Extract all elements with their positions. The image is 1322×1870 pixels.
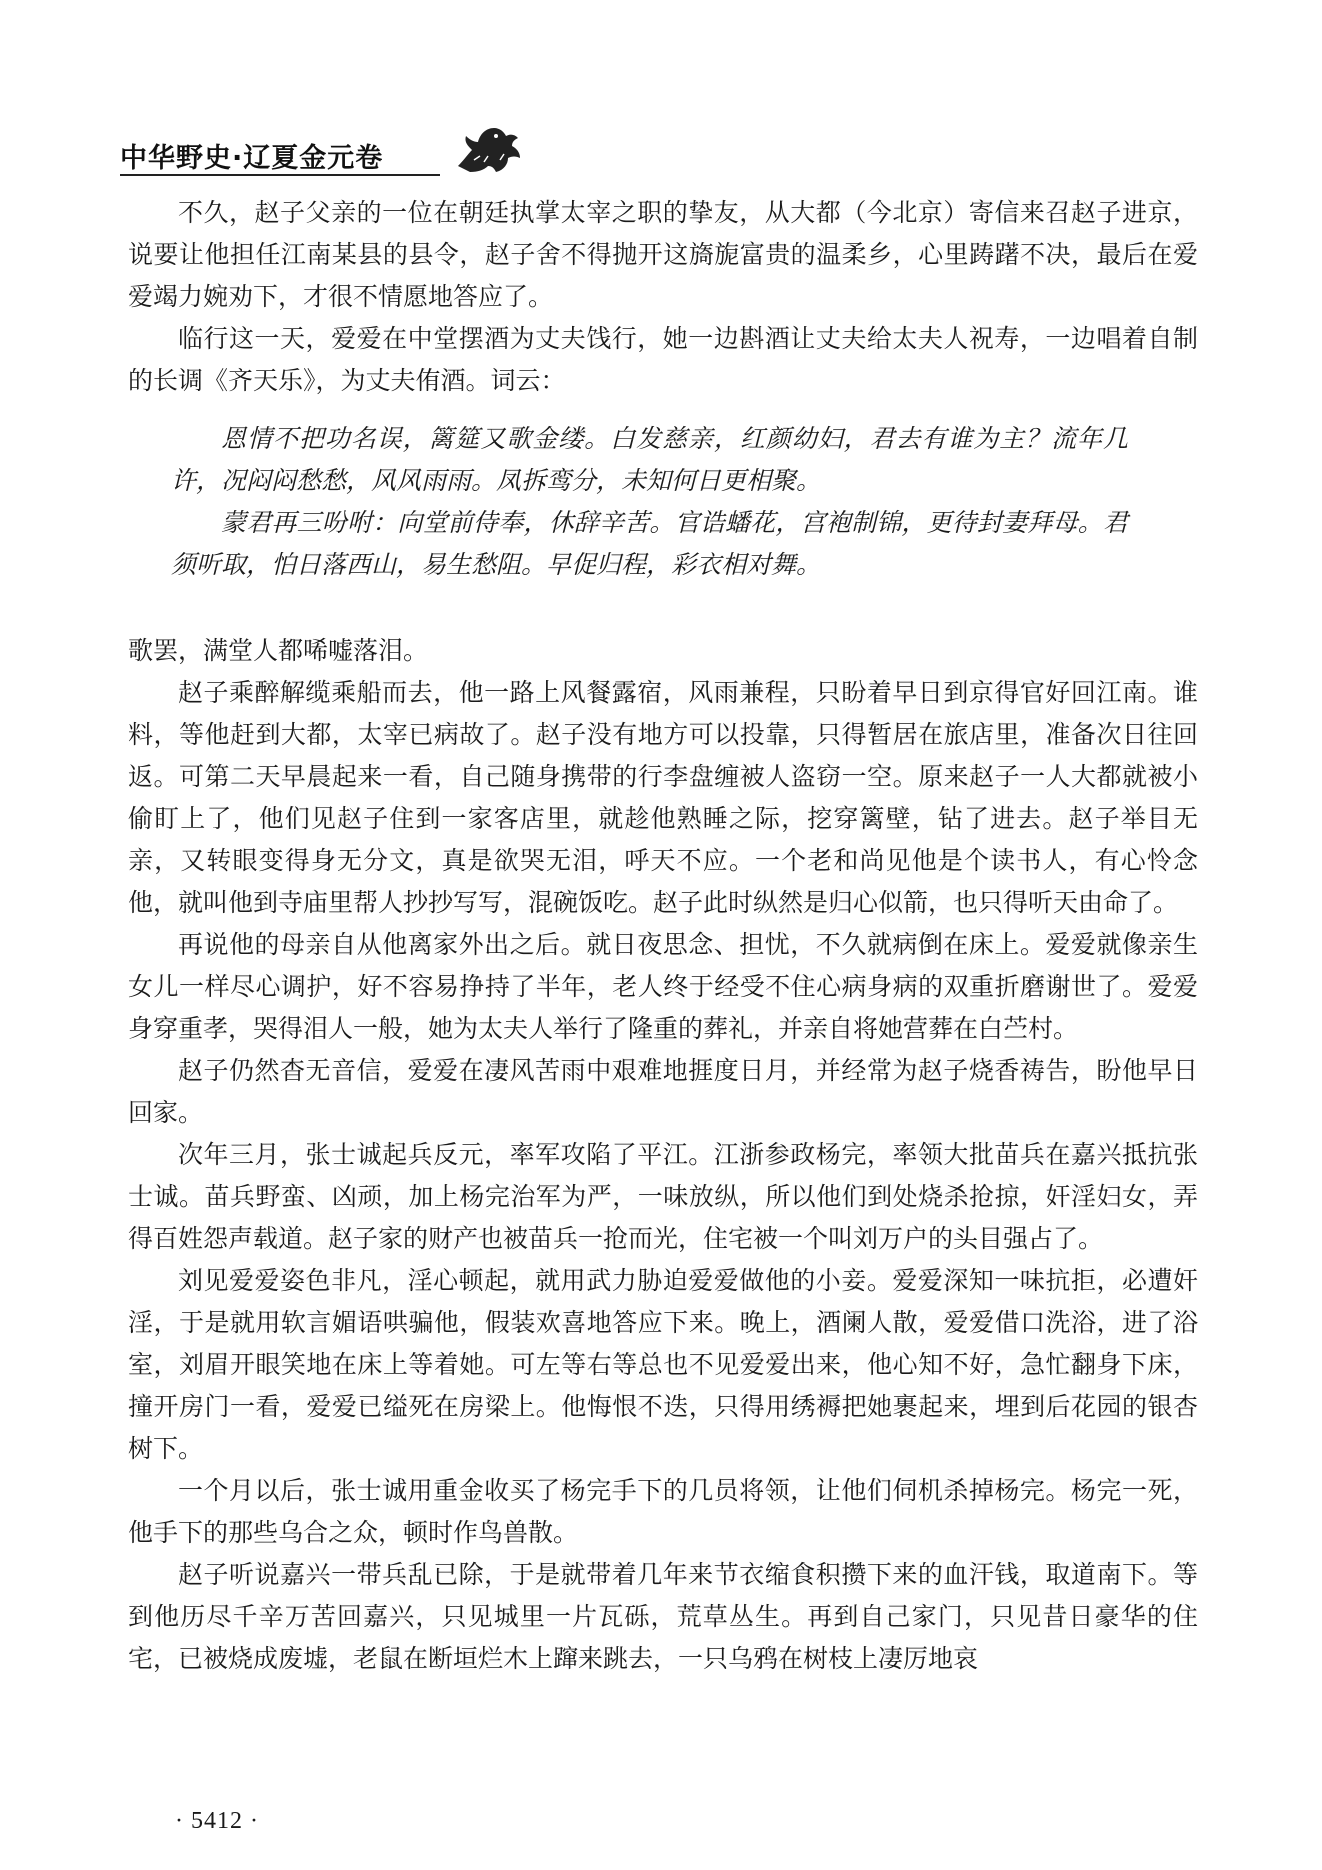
article-body — [128, 192, 1198, 1680]
poem-stanza-1: 恩情不把功名误，篱筵又歌金缕。白发慈亲，红颜幼妇，君去有谁为主？流年几许，况闷闷愁愁，风风雨雨。凤拆鸾分，未知何日更相聚。 — [171, 424, 1128, 495]
book-title: 中华野史·辽夏金元卷 — [120, 143, 384, 174]
poem-block — [128, 402, 1198, 600]
page-header — [120, 120, 1160, 180]
paragraph-8: 刘见爱爱姿色非凡，淫心顿起，就用武力胁迫爱爱做他的小妾。爱爱深知一味抗拒，必遭奸淫，于是就用软言媚语哄骗他，假装欢喜地答应下来。晚上，酒阑人散，爱爱借口洗浴，进了浴室，刘眉开眼笑地在床上等着她。可左等右等总也不见爱爱出来，他心知不好，急忙翻身下床，撞开房门一看，爱爱已缢死在房梁上。他悔恨不迭，只得用绣褥把她裹起来，埋到后花园的银杏树下。 — [128, 1266, 1198, 1463]
spacer — [128, 600, 1198, 630]
paragraph-4: 赵子乘醉解缆乘船而去，他一路上风餐露宿，风雨兼程，只盼着早日到京得官好回江南。谁料，等他赶到大都，太宰已病故了。赵子没有地方可以投靠，只得暂居在旅店里，准备次日往回返。可第二天早晨起来一看，自己随身携带的行李盘缠被人盗窃一空。原来赵子一人大都就被小偷盯上了，他们见赵子住到一家客店里，就趁他熟睡之际，挖穿篱壁，钻了进去。赵子举目无亲，又转眼变得身无分文，真是欲哭无泪，呼天不应。一个老和尚见他是个读书人，有心怜念他，就叫他到寺庙里帮人抄抄写写，混碗饭吃。赵子此时纵然是归心似箭，也只得听天由命了。 — [128, 678, 1198, 917]
paragraph-3: 歌罢，满堂人都唏嘘落泪。 — [128, 636, 429, 665]
paragraph-2: 临行这一天，爱爱在中堂摆酒为丈夫饯行，她一边斟酒让丈夫给太夫人祝寿，一边唱着自制的长调《齐天乐》，为丈夫侑酒。词云： — [128, 324, 1198, 395]
poem-stanza-2: 蒙君再三吩咐：向堂前侍奉，休辞辛苦。官诰蟠花，宫袍制锦，更待封妻拜母。君须听取，怕日落西山，易生愁阻。早促归程，彩衣相对舞。 — [171, 508, 1128, 579]
paragraph-9: 一个月以后，张士诚用重金收买了杨完手下的几员将领，让他们伺机杀掉杨完。杨完一死，他手下的那些乌合之众，顿时作鸟兽散。 — [128, 1476, 1198, 1547]
paragraph-6: 赵子仍然杳无音信，爱爱在凄风苦雨中艰难地捱度日月，并经常为赵子烧香祷告，盼他早日回家。 — [128, 1056, 1198, 1127]
paragraph-1: 不久，赵子父亲的一位在朝廷执掌太宰之职的挚友，从大都（今北京）寄信来召赵子进京，说要让他担任江南某县的县令，赵子舍不得抛开这旖旎富贵的温柔乡，心里踌躇不决，最后在爱爱竭力婉劝下，才很不情愿地答应了。 — [128, 198, 1198, 311]
dragon-emblem-icon — [450, 120, 530, 176]
paragraph-10: 赵子听说嘉兴一带兵乱已除，于是就带着几年来节衣缩食积攒下来的血汗钱，取道南下。等到他历尽千辛万苦回嘉兴，只见城里一片瓦砾，荒草丛生。再到自己家门，只见昔日豪华的住宅，已被烧成废墟，老鼠在断垣烂木上蹿来跳去，一只乌鸦在树枝上凄厉地哀 — [128, 1560, 1198, 1673]
paragraph-7: 次年三月，张士诚起兵反元，率军攻陷了平江。江浙参政杨完，率领大批苗兵在嘉兴抵抗张士诚。苗兵野蛮、凶顽，加上杨完治军为严，一味放纵，所以他们到处烧杀抢掠，奸淫妇女，弄得百姓怨声载道。赵子家的财产也被苗兵一抢而光，住宅被一个叫刘万户的头目强占了。 — [128, 1140, 1198, 1253]
page-number: · 5412 · — [175, 1808, 259, 1834]
header-rule — [120, 174, 440, 176]
paragraph-5: 再说他的母亲自从他离家外出之后。就日夜思念、担忧，不久就病倒在床上。爱爱就像亲生女儿一样尽心调护，好不容易挣持了半年，老人终于经受不住心病身病的双重折磨谢世了。爱爱身穿重孝，哭得泪人一般，她为太夫人举行了隆重的葬礼，并亲自将她营葬在白苎村。 — [128, 930, 1198, 1043]
